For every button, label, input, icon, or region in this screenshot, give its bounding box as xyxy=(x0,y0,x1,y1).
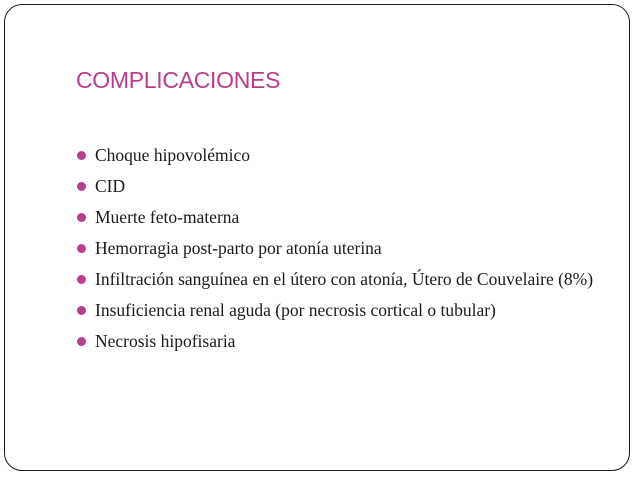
bullet-text: Muerte feto-materna xyxy=(95,207,240,227)
bullet-dot-icon xyxy=(77,275,86,284)
list-item xyxy=(76,299,596,321)
list-item xyxy=(76,330,596,352)
list-item xyxy=(76,268,596,290)
bullet-dot-icon xyxy=(77,213,86,222)
bullet-dot-icon xyxy=(77,244,86,253)
list-item xyxy=(76,175,596,197)
slide-title: COMPLICACIONES xyxy=(76,67,281,93)
slide-frame xyxy=(4,4,630,471)
bullet-dot-icon xyxy=(77,151,86,160)
bullet-dot-icon xyxy=(77,182,86,191)
list-item xyxy=(76,206,596,228)
bullet-dot-icon xyxy=(77,337,86,346)
bullet-text: Choque hipovolémico xyxy=(95,145,251,165)
bullet-text: Insuficiencia renal aguda (por necrosis cortical o tubular) xyxy=(95,300,496,320)
bullet-text: Hemorragia post-parto por atonía uterina xyxy=(95,238,382,258)
list-item xyxy=(76,144,596,166)
bullet-list xyxy=(76,144,596,361)
bullet-dot-icon xyxy=(77,306,86,315)
bullet-text: Necrosis hipofisaria xyxy=(95,331,236,351)
bullet-text: CID xyxy=(95,176,126,196)
bullet-text: Infiltración sanguínea en el útero con atonía, Útero de Couvelaire (8%) xyxy=(95,269,594,289)
list-item xyxy=(76,237,596,259)
